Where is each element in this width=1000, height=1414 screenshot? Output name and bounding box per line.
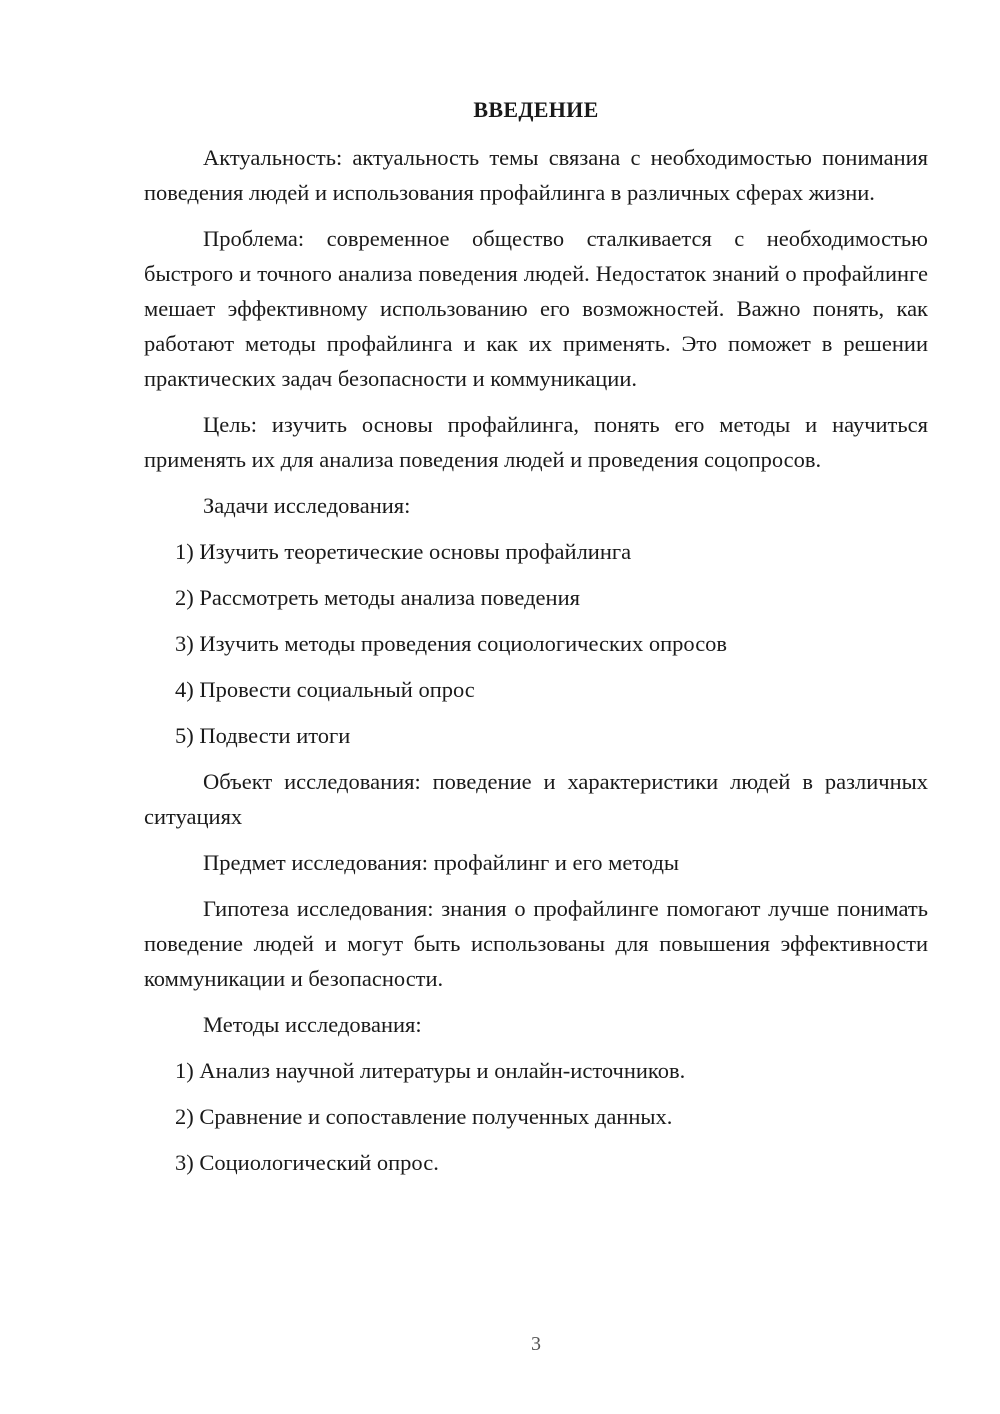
list-item: 3) Социологический опрос. xyxy=(175,1150,439,1175)
page-title: ВВЕДЕНИЕ xyxy=(473,97,599,122)
list-item: 5) Подвести итоги xyxy=(175,723,351,748)
methods-list xyxy=(144,1053,928,1180)
tasks-heading: Задачи исследования: xyxy=(203,493,411,518)
subject-paragraph: Предмет исследования: профайлинг и его методы xyxy=(203,850,680,875)
page-content xyxy=(144,92,928,1191)
hypothesis-paragraph: Гипотеза исследования: знания о профайлинге помогают лучше понимать поведение людей и могут быть использованы для повышения эффективности коммуникации и безопасности. xyxy=(144,896,928,991)
problem-paragraph: Проблема: современное общество сталкивается с необходимостью быстрого и точного анализа поведения людей. Недостаток знаний о профайлинге мешает эффективному использованию его возможностей. Важно понять, как работают методы профайлинга и как их применять. Это поможет в решении практических задач безопасности и коммуникации. xyxy=(144,226,928,391)
list-item: 1) Анализ научной литературы и онлайн-источников. xyxy=(175,1058,686,1083)
page-number: 3 xyxy=(531,1333,541,1355)
list-item: 1) Изучить теоретические основы профайлинга xyxy=(175,539,632,564)
tasks-list xyxy=(144,534,928,753)
methods-heading: Методы исследования: xyxy=(203,1012,422,1037)
list-item: 3) Изучить методы проведения социологических опросов xyxy=(175,631,728,656)
goal-paragraph: Цель: изучить основы профайлинга, понять его методы и научиться применять их для анализа поведения людей и проведения соцопросов. xyxy=(144,412,928,472)
object-paragraph: Объект исследования: поведение и характеристики людей в различных ситуациях xyxy=(144,769,928,829)
list-item: 4) Провести социальный опрос xyxy=(175,677,475,702)
list-item: 2) Рассмотреть методы анализа поведения xyxy=(175,585,580,610)
list-item: 2) Сравнение и сопоставление полученных данных. xyxy=(175,1104,673,1129)
relevance-paragraph: Актуальность: актуальность темы связана с необходимостью понимания поведения людей и использования профайлинга в различных сферах жизни. xyxy=(144,145,928,205)
